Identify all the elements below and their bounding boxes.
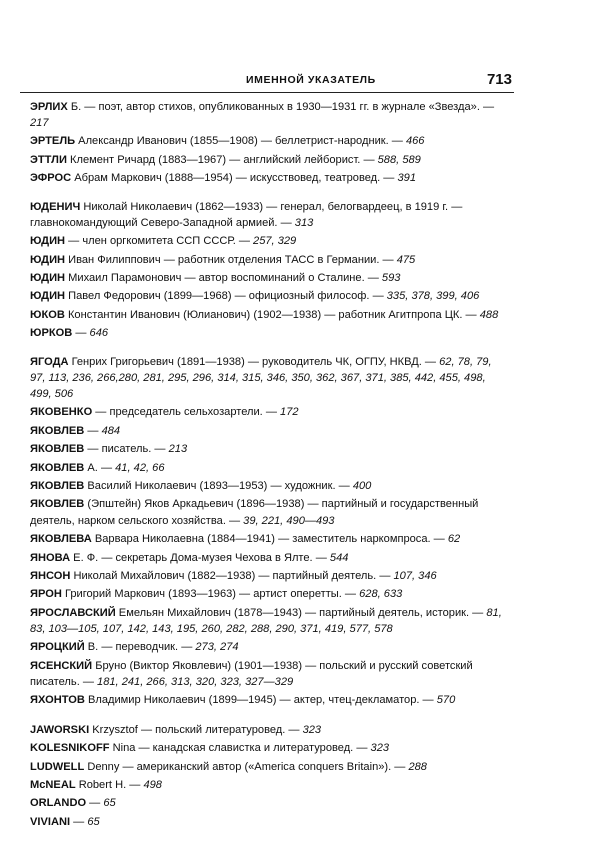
entry-name: ЯКОВЛЕВА [30, 533, 92, 546]
entry-description: В. — переводчик. — [84, 641, 196, 654]
entry-name: ЯНОВА [30, 551, 71, 564]
entry-pages: 39, 221, 490—493 [243, 514, 335, 527]
entry-description: Иван Филиппович — работник отделения ТАСС в Германии. — [65, 253, 397, 266]
entry-name: ЮДИН [30, 253, 66, 266]
entry-description: — [86, 797, 104, 810]
entry-name: ЮДИН [30, 290, 66, 303]
entry-name: ЯРОЦКИЙ [30, 641, 85, 654]
entry-pages: 217 [30, 117, 49, 130]
entry-name: McNEAL [30, 778, 76, 791]
entry-description: — [70, 815, 88, 828]
entry-description: Генрих Григорьевич (1891—1938) — руководитель ЧК, ОГПУ, НКВД. — [68, 355, 440, 368]
entry-pages: 323 [370, 742, 390, 755]
entry-name: ЮДИН [30, 272, 66, 285]
entry-pages: 41, 42, 66 [115, 461, 165, 474]
entry-name: ЯКОВЛЕВ [30, 461, 85, 474]
entry-pages: 313 [294, 216, 314, 229]
entry-name: ЮРКОВ [30, 327, 73, 340]
entry-pages: 288 [408, 760, 427, 773]
running-title: ИМЕННОЙ УКАЗАТЕЛЬ [246, 74, 376, 86]
entry-name: KOLESNIKOFF [30, 742, 110, 755]
index-entry [30, 460, 510, 476]
index-entry [30, 404, 510, 420]
index-entry [30, 252, 510, 268]
entry-name: ЭРТЕЛЬ [30, 135, 76, 148]
index-entry [30, 531, 510, 547]
entry-description: Василий Николаевич (1893—1953) — художник. — [84, 480, 353, 493]
index-entry [30, 586, 510, 602]
entry-name: ЯХОНТОВ [30, 694, 85, 707]
index-entry [30, 722, 510, 738]
entry-description: Krzysztof — польский литературовед. — [89, 723, 303, 736]
entry-pages: 181, 241, 266, 313, 320, 323, 327—329 [97, 676, 294, 689]
entry-description: — председатель сельхозартели. — [92, 406, 281, 419]
index-entry [30, 740, 510, 756]
entry-description: Григорий Маркович (1893—1963) — артист оперетты. — [61, 588, 360, 601]
entry-pages: 257, 329 [253, 235, 297, 248]
entry-description: Абрам Маркович (1888—1954) — искусствовед, театровед. — [71, 172, 398, 185]
index-content [30, 97, 510, 842]
entry-name: VIVIANI [30, 815, 71, 828]
index-entry [30, 814, 510, 830]
entry-description: Бруно (Виктор Яковлевич) (1901—1938) — польский и русский советский писатель. — [30, 659, 473, 689]
entry-name: ЯКОВЛЕВ [30, 498, 85, 511]
entry-name: ЯРОН [30, 588, 62, 601]
index-entry [30, 496, 510, 529]
index-entry [30, 777, 510, 793]
index-entry [30, 759, 510, 775]
entry-pages: 593 [381, 272, 401, 285]
index-entry [30, 423, 510, 439]
entry-description: Николай Николаевич (1862—1933) — генерал, белогвардеец, в 1919 г. — главнокомандующий Северо-Западной армией. — [30, 200, 463, 229]
entry-name: ЯКОВЛЕВ [30, 443, 85, 456]
entry-description: Варвара Николаевна (1884—1941) — заместитель наркомпроса. — [91, 533, 448, 546]
entry-pages: 544 [329, 551, 349, 564]
entry-pages: 65 [87, 815, 100, 828]
page-header [20, 68, 514, 93]
entry-description: Александр Иванович (1855—1908) — беллетрист-народник. — [75, 135, 406, 148]
entry-pages: 273, 274 [195, 641, 239, 654]
entry-name: ЮДЕНИЧ [30, 200, 81, 213]
index-entry [30, 354, 510, 403]
entry-pages: 335, 378, 399, 406 [386, 290, 480, 303]
entry-pages: 475 [396, 253, 416, 266]
index-entry [30, 550, 510, 566]
index-entry [30, 795, 510, 811]
entry-pages: 484 [101, 424, 121, 437]
entry-pages: 107, 346 [393, 569, 437, 582]
entry-name: ЯКОВЕНКО [30, 406, 93, 419]
entry-description: Клемент Ричард (1883—1967) — английский лейборист. — [66, 153, 378, 166]
entry-description: Nina — канадская славистка и литературовед. — [109, 742, 371, 755]
entry-pages: 81, 83, 103—105, 107, 142, 143, 195, 260, 282, 288, 290, 371, 419, 577, 578 [30, 606, 502, 635]
index-entry [30, 270, 510, 286]
entry-pages: 323 [302, 723, 322, 736]
entry-pages: 172 [280, 406, 299, 419]
entry-pages: 588, 589 [377, 153, 421, 166]
entry-name: ЮКОВ [30, 308, 65, 321]
entry-pages: 400 [352, 480, 372, 493]
entry-name: ORLANDO [30, 797, 87, 810]
index-entry [30, 441, 510, 457]
index-entry [30, 692, 510, 708]
entry-pages: 646 [89, 327, 109, 340]
entry-pages: 466 [405, 135, 425, 148]
entry-description: — [84, 424, 102, 437]
entry-description: Е. Ф. — секретарь Дома-музея Чехова в Ялте. — [70, 551, 330, 564]
entry-name: ЯКОВЛЕВ [30, 424, 85, 437]
entry-description: Константин Иванович (Юлианович) (1902—1938) — работник Агитпропа ЦК. — [64, 308, 480, 321]
index-group-latin [30, 722, 510, 830]
index-entry [30, 325, 510, 341]
index-group-e [30, 99, 510, 187]
entry-name: JAWORSKI [30, 723, 90, 736]
index-entry [30, 307, 510, 323]
entry-pages: 498 [143, 778, 162, 791]
entry-name: ЯРОСЛАВСКИЙ [30, 606, 116, 619]
entry-description: — [72, 327, 90, 340]
entry-description: Николай Михайлович (1882—1938) — партийный деятель. — [70, 569, 394, 582]
entry-description: Владимир Николаевич (1899—1945) — актер, чтец-декламатор. — [84, 694, 437, 707]
entry-description: — член оргкомитета ССП СССР. — [65, 235, 254, 248]
entry-pages: 488 [479, 308, 499, 321]
entry-pages: 628, 633 [359, 588, 403, 601]
page-number: 713 [486, 71, 512, 88]
index-entry [30, 199, 510, 232]
entry-name: ЯНСОН [30, 569, 71, 582]
index-group-yu [30, 199, 510, 342]
entry-name: ЮДИН [30, 235, 66, 248]
entry-name: ЯГОДА [30, 355, 69, 368]
entry-pages: 391 [397, 172, 416, 185]
entry-pages: 65 [103, 797, 116, 810]
entry-name: LUDWELL [30, 760, 85, 773]
entry-description: Robert H. — [75, 778, 144, 791]
entry-pages: 570 [436, 694, 456, 707]
entry-name: ЯСЕНСКИЙ [30, 659, 93, 672]
index-entry [30, 478, 510, 494]
entry-name: ЭФРОС [30, 172, 72, 185]
index-entry [30, 288, 510, 304]
entry-name: ЯКОВЛЕВ [30, 480, 85, 493]
entry-name: ЭТТЛИ [30, 153, 67, 166]
index-entry [30, 605, 510, 638]
entry-description: А. — [84, 461, 116, 474]
entry-description: — писатель. — [84, 443, 169, 456]
index-entry [30, 568, 510, 584]
index-entry [30, 152, 510, 168]
entry-description: (Эпштейн) Яков Аркадьевич (1896—1938) — партийный и государственный деятель, нарком сельского хозяйства. — [30, 498, 479, 527]
index-entry [30, 170, 510, 186]
index-entry [30, 639, 510, 655]
index-entry [30, 99, 510, 132]
entry-description: Михаил Парамонович — автор воспоминаний о Сталине. — [65, 272, 382, 285]
entry-pages: 62, 78, 79, 97, 113, 236, 266,280, 281, 295, 296, 314, 315, 346, 350, 362, 367, 371, 385, 442, 455, 498, 499, 506 [30, 355, 492, 401]
entry-description: Denny — американский автор («America conquers Britain»). — [84, 760, 409, 773]
index-group-ya [30, 354, 510, 709]
index-entry [30, 233, 510, 249]
entry-description: Павел Федорович (1899—1968) — официозный философ. — [65, 290, 387, 303]
entry-name: ЭРЛИХ [30, 100, 68, 113]
entry-pages: 62 [447, 533, 461, 546]
index-entry [30, 133, 510, 149]
entry-pages: 213 [168, 443, 188, 456]
entry-description: Емельян Михайлович (1878—1943) — партийный деятель, историк. — [115, 606, 487, 619]
index-entry [30, 658, 510, 691]
entry-description: Б. — поэт, автор стихов, опубликованных в 1930—1931 гг. в журнале «Звезда». — [67, 100, 495, 113]
